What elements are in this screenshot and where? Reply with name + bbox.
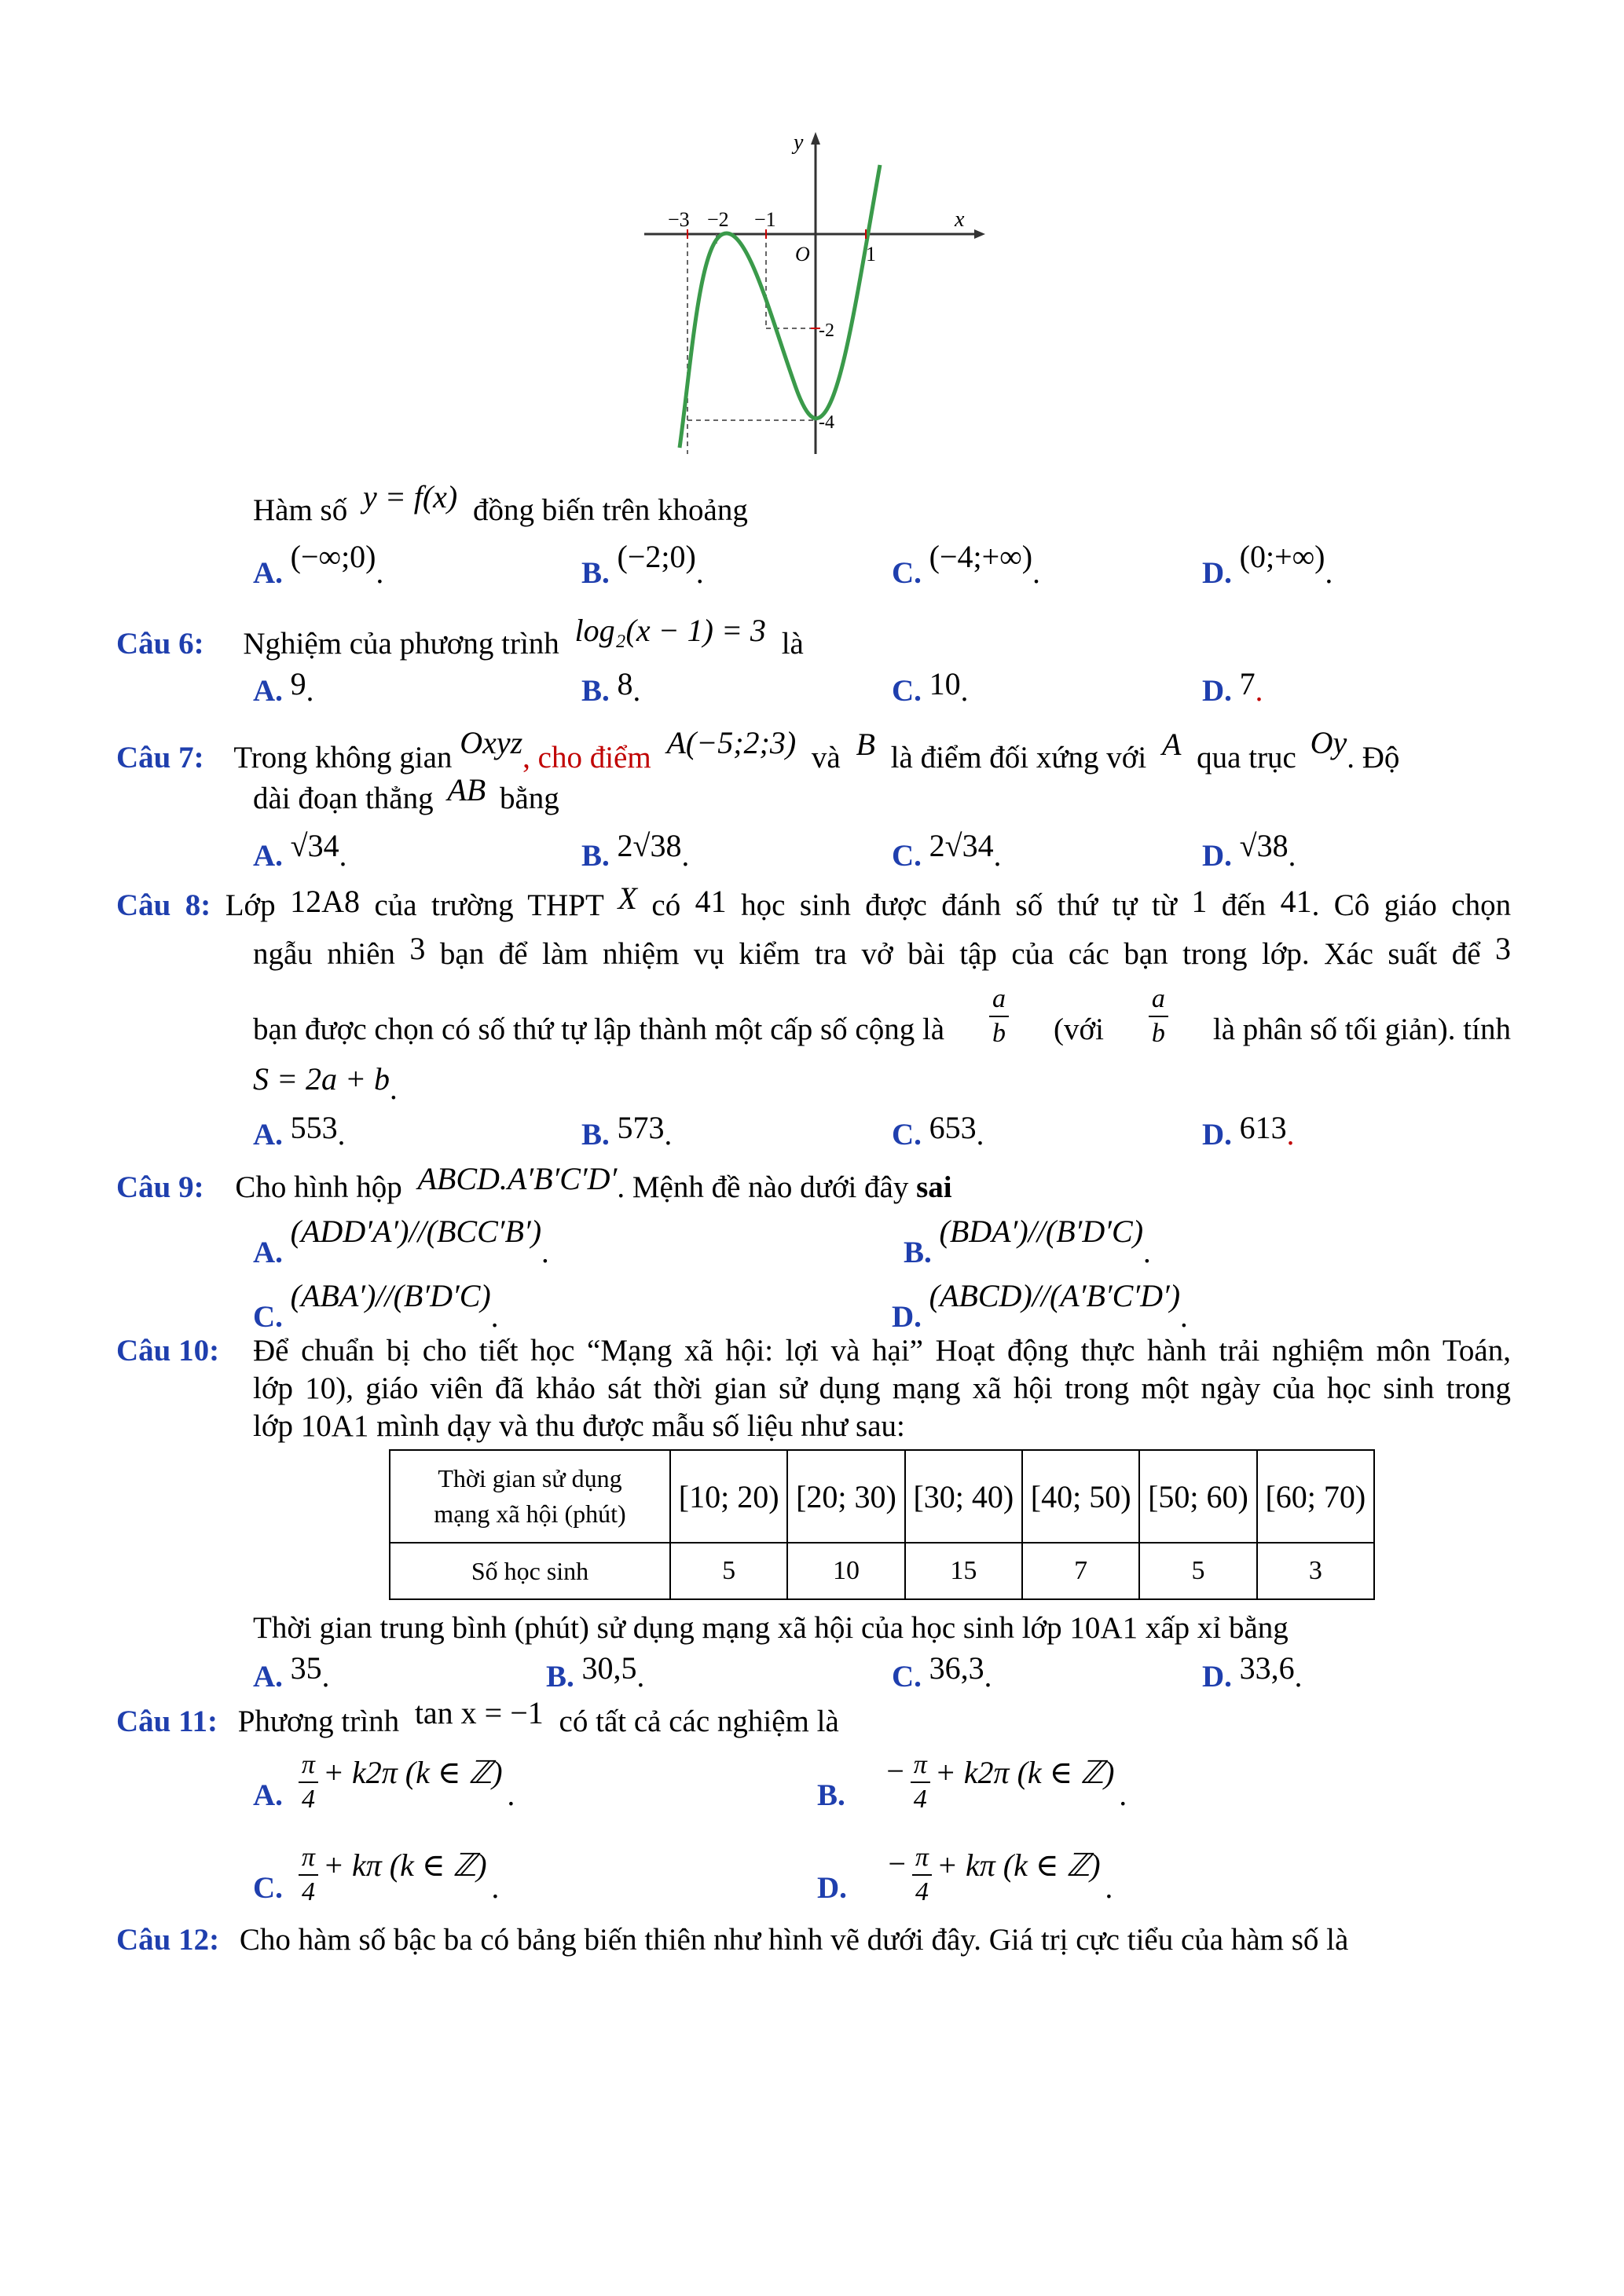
q8-stem-line2: ngẫu nhiên 3 bạn để làm nhiệm vụ kiểm tra vở bài tập của các bạn trong lớp. Xác suất để 3 <box>253 931 1511 971</box>
table-cell: 3 <box>1257 1543 1374 1599</box>
fraction-pi-over-4: $\frac{\pi}{4}$ <box>911 1752 930 1813</box>
table-interval: [60; 70) <box>1257 1450 1374 1543</box>
q8-option-c[interactable]: C. 653. <box>892 1110 984 1152</box>
q11-option-b[interactable]: B. − $\frac{\pi}{4}$ + k2π (k ∈ ℤ) . <box>817 1750 1127 1814</box>
q5-option-d[interactable]: D. (0;+∞). <box>1202 539 1333 590</box>
tick-y-neg4: -4 <box>819 412 834 433</box>
q8-stem-line1: Câu 8: Lớp 12A8 của trường THPT X có 41 học sinh được đánh số thứ tự từ 1 đến 41. Cô giáo chọn <box>116 881 1512 922</box>
q10-num: Câu 10: <box>116 1334 220 1368</box>
q10-option-a[interactable]: A. 35. <box>253 1650 330 1694</box>
q8-option-d[interactable]: D. 613. <box>1202 1110 1295 1152</box>
table-header-label: Thời gian sử dụng mạng xã hội (phút) <box>390 1450 670 1543</box>
table-row <box>390 1543 1374 1599</box>
q8-option-a[interactable]: A. 553. <box>253 1110 346 1152</box>
q9-option-b[interactable]: B. (BDA′)//(B′D′C). <box>904 1214 1151 1269</box>
table-cell: 10 <box>787 1543 904 1599</box>
q9-stem: Câu 9: Cho hình hộp ABCD.A′B′C′D′. Mệnh đề nào dưới đây sai <box>116 1161 952 1204</box>
tick-x-neg2: −2 <box>707 208 729 231</box>
q9-option-d[interactable]: D. (ABCD)//(A′B′C′D′). <box>892 1278 1188 1334</box>
fraction-pi-over-4: $\frac{\pi}{4}$ <box>299 1752 318 1813</box>
data-table <box>389 1449 1375 1600</box>
q10-question: Thời gian trung bình (phút) sử dụng mạng xã hội của học sinh lớp 10A1 xấp xỉ bằng <box>253 1611 1289 1645</box>
table-interval: [40; 50) <box>1022 1450 1139 1543</box>
q11-option-a[interactable]: A. $\frac{\pi}{4}$ + k2π (k ∈ ℤ) . <box>253 1750 515 1814</box>
table-cell: 5 <box>670 1543 787 1599</box>
q5-option-a[interactable]: A. (−∞;0). <box>253 539 384 590</box>
table-cell: 5 <box>1139 1543 1256 1599</box>
tick-x-1: 1 <box>866 243 876 265</box>
q6-option-b[interactable]: B. 8. <box>581 666 641 708</box>
table-cell: 7 <box>1022 1543 1139 1599</box>
q6-option-c[interactable]: C. 10. <box>892 666 969 708</box>
fraction-a-over-b: $\frac{a}{b}$ <box>989 986 1009 1047</box>
q5-option-c[interactable]: C. (−4;+∞). <box>892 539 1040 590</box>
fraction-pi-over-4: $\frac{\pi}{4}$ <box>912 1844 932 1906</box>
q10-option-d[interactable]: D. 33,6. <box>1202 1650 1303 1694</box>
q11-option-d[interactable]: D. − $\frac{\pi}{4}$ + kπ (k ∈ ℤ) . <box>817 1843 1113 1906</box>
function-graph <box>644 126 990 463</box>
q10-option-b[interactable]: B. 30,5. <box>546 1650 645 1694</box>
q8-stem-line4: S = 2a + b. <box>253 1061 398 1106</box>
q7-option-d[interactable]: D. √38. <box>1202 828 1296 873</box>
q7-option-c[interactable]: C. 2√34. <box>892 828 1002 873</box>
q6-option-d[interactable]: D. 7. <box>1202 666 1263 708</box>
q8-stem-line3: bạn được chọn có số thứ tự lập thành một cấp số cộng là $\frac{a}{b}$ (với $\frac{a}{b}$ là phân số tối giản). tính <box>253 984 1511 1048</box>
fraction-a-over-b-2: $\frac{a}{b}$ <box>1149 986 1168 1047</box>
q5-stem: Hàm số y = f(x) đồng biến trên khoảng <box>253 479 748 527</box>
q5-option-b[interactable]: B. (−2;0). <box>581 539 704 590</box>
tick-x-neg1: −1 <box>754 208 776 231</box>
q8-option-b[interactable]: B. 573. <box>581 1110 673 1152</box>
tick-y-neg2: -2 <box>819 320 834 341</box>
q11-stem: Câu 11: Phương trình tan x = −1 có tất cả các nghiệm là <box>116 1695 839 1738</box>
q6-stem: Câu 6: Nghiệm của phương trình log₂(x − 1) = 3 là <box>116 613 804 661</box>
table-interval: [10; 20) <box>670 1450 787 1543</box>
q9-option-c[interactable]: C. (ABA′)//(B′D′C). <box>253 1278 499 1334</box>
table-interval: [30; 40) <box>905 1450 1022 1543</box>
axis-x-label: x <box>955 207 965 232</box>
q10-line2: lớp 10), giáo viên đã khảo sát thời gian sử dụng mạng xã hội trong một ngày của học sinh trong <box>253 1371 1511 1405</box>
q10-line1: Để chuẩn bị cho tiết học “Mạng xã hội: lợi và hại” Hoạt động thực hành trải nghiệm môn Toán, <box>253 1334 1511 1368</box>
table-interval: [50; 60) <box>1139 1450 1256 1543</box>
q10-option-c[interactable]: C. 36,3. <box>892 1650 992 1694</box>
table-interval: [20; 30) <box>787 1450 904 1543</box>
q12-stem: Câu 12: Cho hàm số bậc ba có bảng biến thiên như hình vẽ dưới đây. Giá trị cực tiểu của hàm số là <box>116 1923 1349 1957</box>
q7-stem-line2: dài đoạn thẳng AB bằng <box>253 772 559 815</box>
tick-x-neg3: −3 <box>668 208 690 231</box>
q9-option-a[interactable]: A. (ADD′A′)//(BCC′B′). <box>253 1214 549 1269</box>
q7-stem-line1: Câu 7: Trong không gian Oxyz, cho điểm A(−5;2;3) và B là điểm đối xứng với A qua trục Oy. Độ <box>116 725 1400 774</box>
origin-label: O <box>795 243 810 265</box>
q7-option-b[interactable]: B. 2√38. <box>581 828 690 873</box>
table-row-label: Số học sinh <box>390 1543 670 1599</box>
q11-option-c[interactable]: C. $\frac{\pi}{4}$ + kπ (k ∈ ℤ) . <box>253 1843 500 1906</box>
table-cell: 15 <box>905 1543 1022 1599</box>
axis-y-label: y <box>794 130 804 155</box>
table-row <box>390 1450 1374 1543</box>
q6-option-a[interactable]: A. 9. <box>253 666 314 708</box>
q10-line3: lớp 10A1 mình dạy và thu được mẫu số liệu như sau: <box>253 1409 905 1443</box>
q7-option-a[interactable]: A. √34. <box>253 828 347 873</box>
fraction-pi-over-4: $\frac{\pi}{4}$ <box>299 1844 318 1906</box>
